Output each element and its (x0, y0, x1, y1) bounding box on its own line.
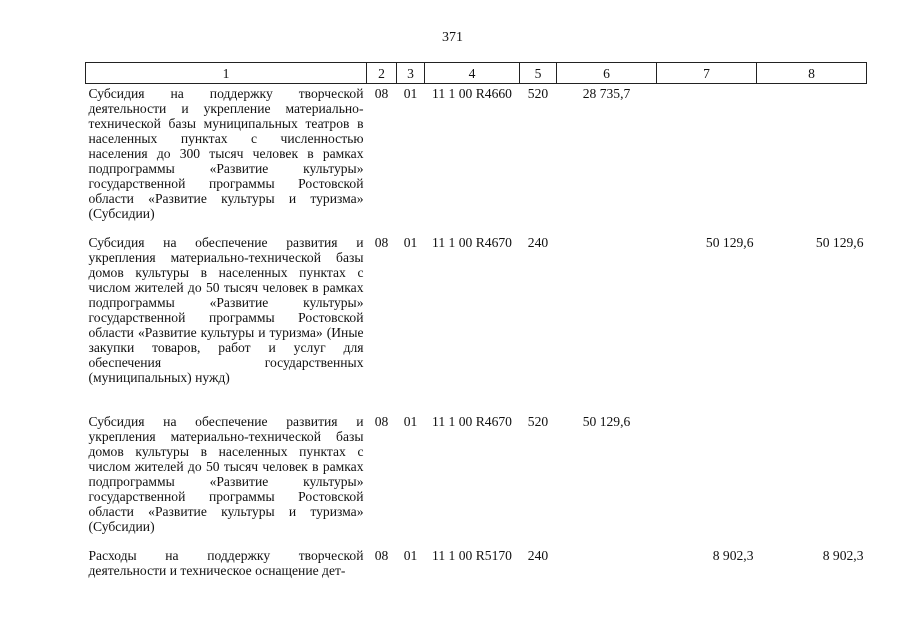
row-amount-col6 (557, 233, 657, 412)
row-description: Субсидия на обеспечение развития и укрепления материально-технической базы домов культуры в населенных пунктах с числом жителей до 50 тысяч человек в рамках подпрограммы «Развитие культуры» государственной программы Ростовской области «Развитие культуры и туризма» (Иные закупки товаров, работ и услуг для обеспечения государственных (муниципальных) нужд) (88, 235, 364, 385)
row-amount-col8: 50 129,6 (815, 235, 864, 250)
row-subsection-code: 01 (403, 86, 418, 101)
row-subsection-code: 01 (403, 414, 418, 429)
budget-table (85, 62, 867, 588)
row-expense-type: 240 (527, 548, 549, 563)
row-section-code: 08 (374, 414, 389, 429)
row-amount-col6: 50 129,6 (582, 414, 631, 429)
page-number: 371 (442, 30, 463, 45)
column-header-4: 4 (425, 63, 520, 84)
table-row (86, 84, 867, 234)
table-row (86, 233, 867, 412)
header-row (86, 63, 867, 84)
row-amount-col7 (657, 412, 757, 546)
row-expense-type: 240 (527, 235, 549, 250)
row-amount-col7: 8 902,3 (712, 548, 754, 563)
table-row (86, 412, 867, 546)
row-description: Субсидия на обеспечение развития и укрепления материально-технической базы домов культуры в населенных пунктах с числом жителей до 50 тысяч человек в рамках подпрограммы «Развитие культуры» государственной программы Ростовской области «Развитие культуры и туризма» (Субсидии) (88, 414, 364, 534)
row-target-article: 11 1 00 R5170 (432, 548, 512, 563)
column-header-1: 1 (86, 63, 367, 84)
row-section-code: 08 (374, 235, 389, 250)
row-expense-type: 520 (527, 86, 549, 101)
row-amount-col6: 28 735,7 (582, 86, 631, 101)
row-section-code: 08 (374, 548, 389, 563)
row-amount-col8: 8 902,3 (822, 548, 864, 563)
row-amount-col7: 50 129,6 (705, 235, 754, 250)
row-amount-col6 (557, 546, 657, 588)
row-target-article: 11 1 00 R4670 (432, 235, 512, 250)
row-subsection-code: 01 (403, 235, 418, 250)
row-amount-col8 (757, 84, 867, 234)
row-target-article: 11 1 00 R4670 (432, 414, 512, 429)
row-section-code: 08 (374, 86, 389, 101)
table-body (86, 84, 867, 589)
table-row (86, 546, 867, 588)
row-subsection-code: 01 (403, 548, 418, 563)
row-amount-col8 (757, 412, 867, 546)
column-header-3: 3 (397, 63, 425, 84)
row-amount-col7 (657, 84, 757, 234)
column-header-5: 5 (520, 63, 557, 84)
row-description: Расходы на поддержку творческой деятельности и техническое оснащение дет- (88, 548, 364, 578)
column-header-8: 8 (757, 63, 867, 84)
column-header-7: 7 (657, 63, 757, 84)
row-description: Субсидия на поддержку творческой деятельности и укрепление материально-технической базы муниципальных театров в населенных пунктах с численностью населения до 300 тысяч человек в рамках подпрограммы «Развитие культуры» государственной программы Ростовской области «Развитие культуры и туризма» (Субсидии) (88, 86, 364, 221)
column-header-6: 6 (557, 63, 657, 84)
row-target-article: 11 1 00 R4660 (432, 86, 512, 101)
table-header (86, 63, 867, 84)
row-expense-type: 520 (527, 414, 549, 429)
column-header-2: 2 (367, 63, 397, 84)
